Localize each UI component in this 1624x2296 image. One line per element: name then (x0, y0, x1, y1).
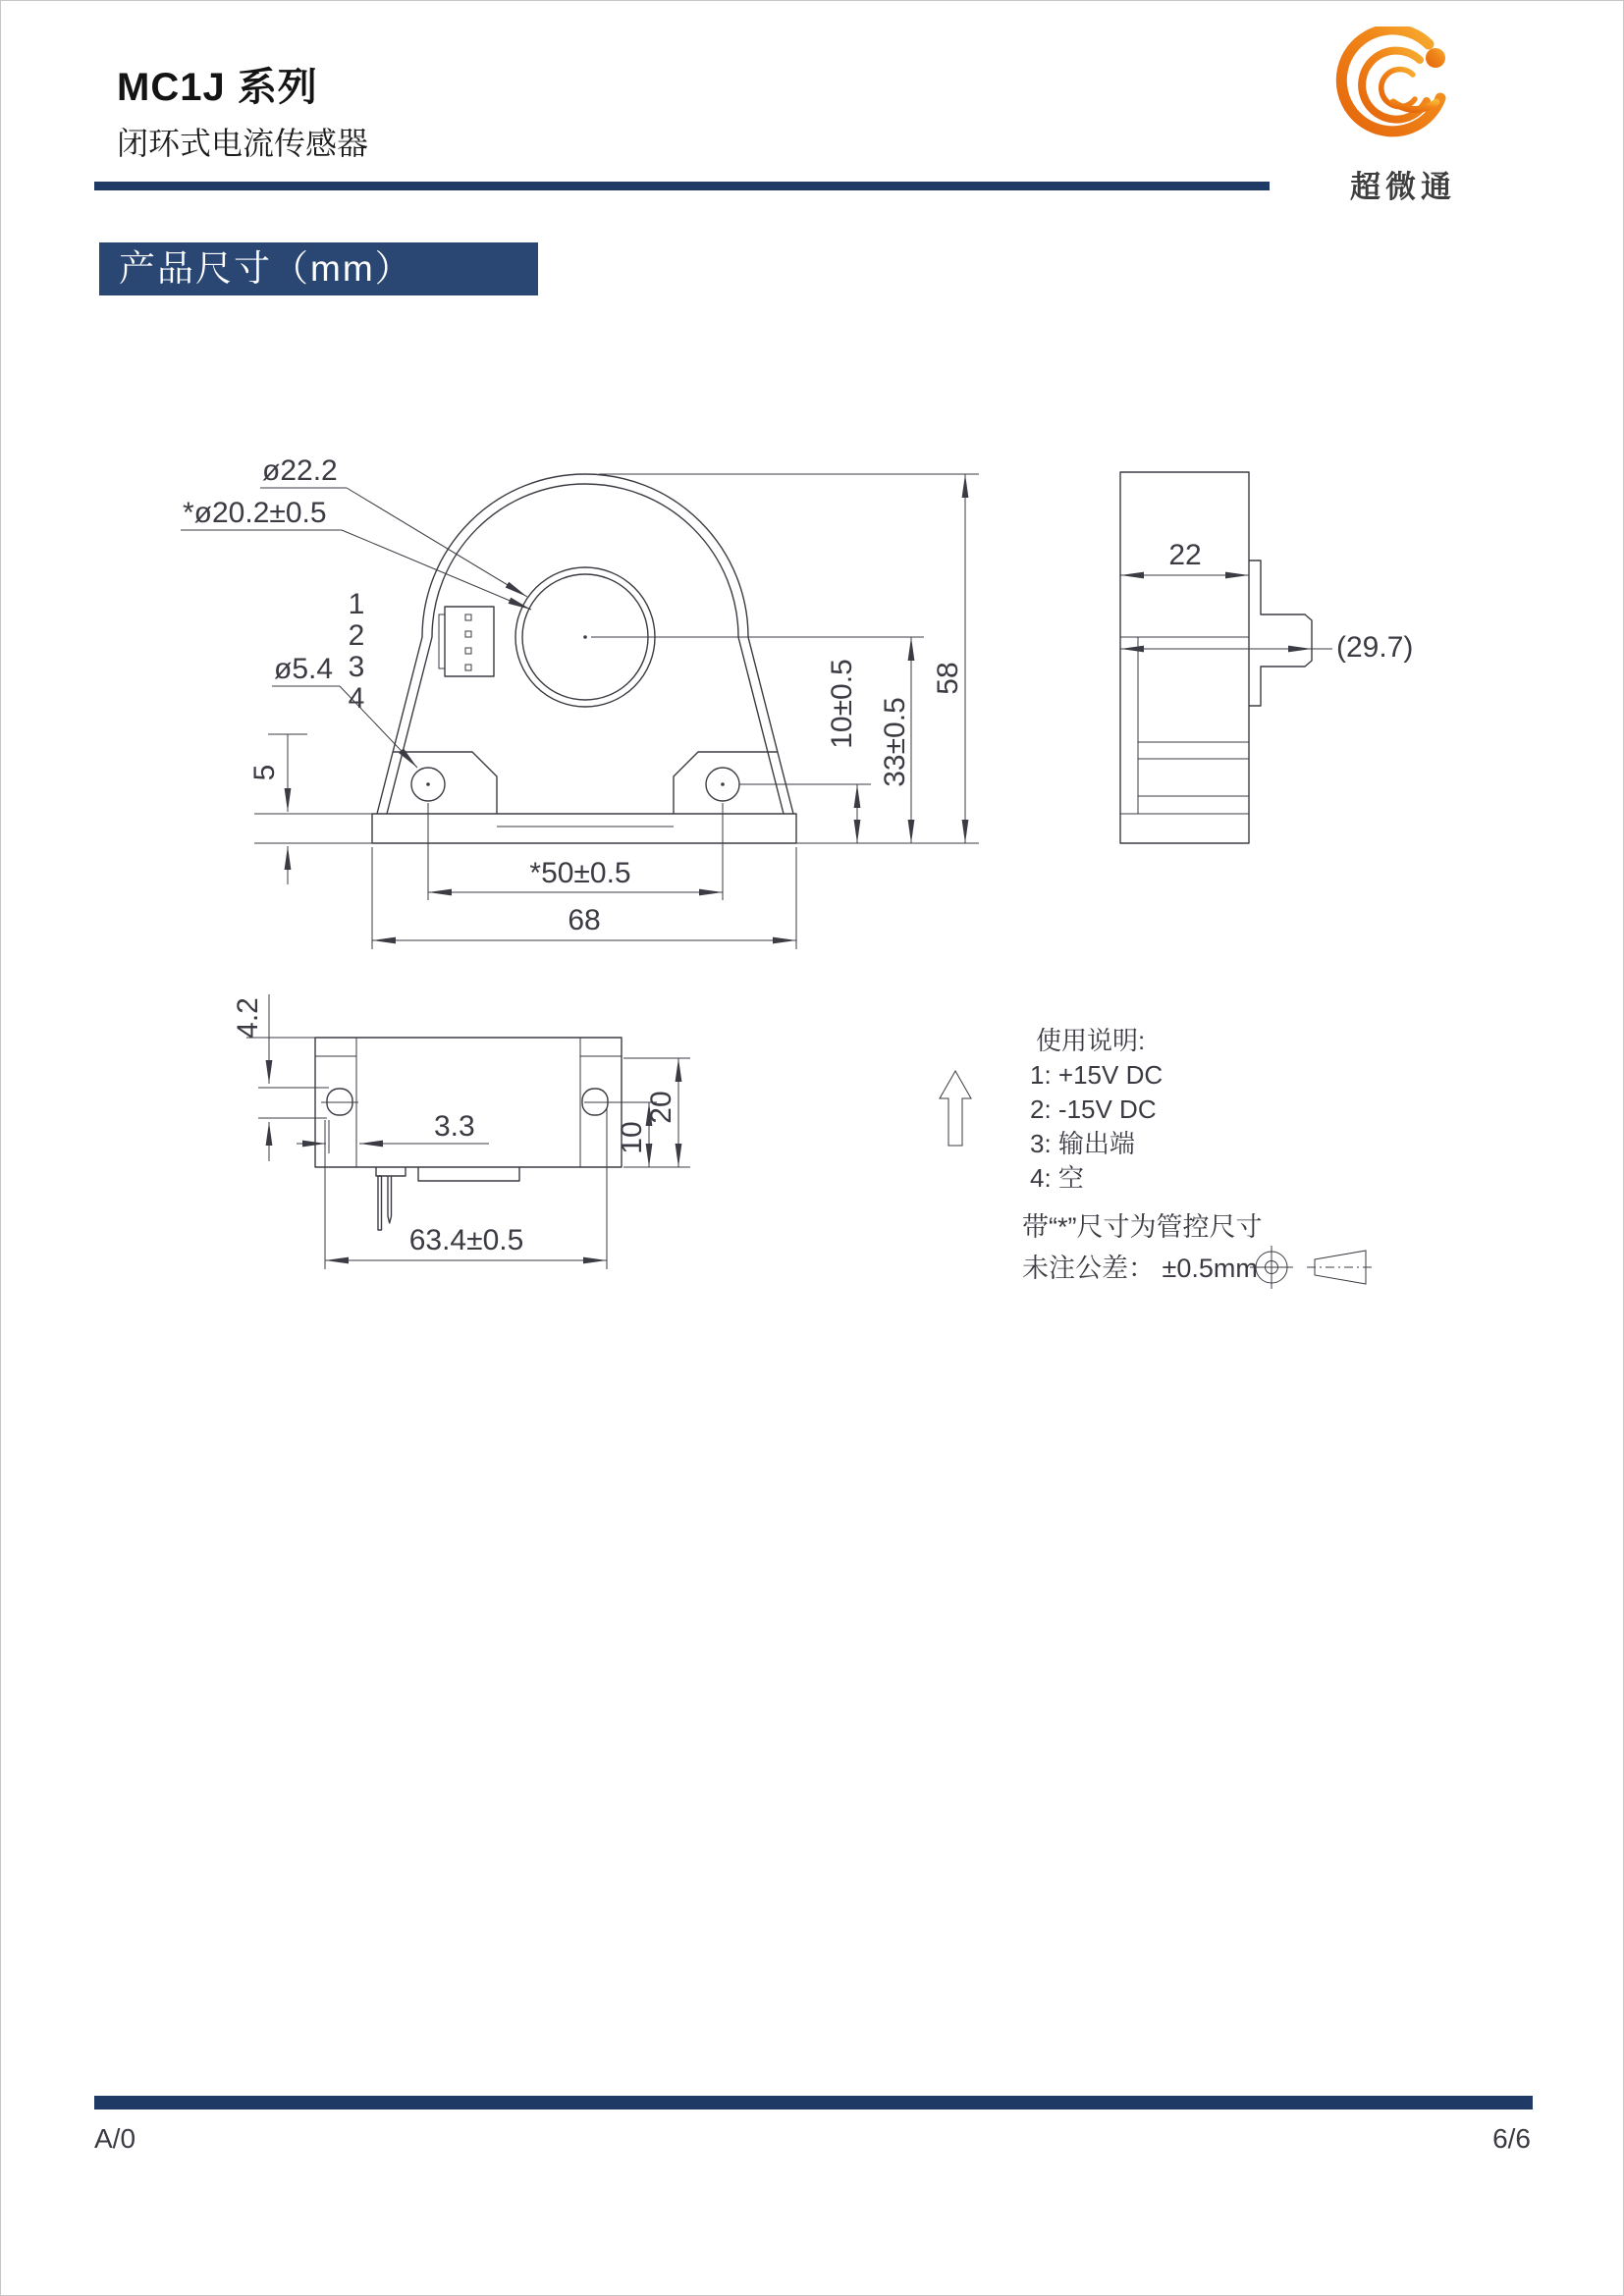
current-direction-arrow-icon (940, 1071, 971, 1146)
dim-slot: 3.3 (434, 1110, 475, 1143)
star-dimension-note: 带“*”尺寸为管控尺寸 (1022, 1212, 1263, 1242)
bottom-view (232, 994, 690, 1269)
dim-mount-to-base: 10±0.5 (826, 659, 858, 749)
page-subtitle: 闭环式电流传感器 (117, 126, 369, 161)
dim-base-thickness: 5 (248, 764, 281, 781)
pin-connector (439, 607, 494, 676)
dim-total-depth: (29.7) (1336, 631, 1414, 664)
dim-mount-hole: ø5.4 (274, 653, 334, 685)
front-view (181, 454, 979, 949)
dim-center-to-base: 33±0.5 (879, 697, 911, 787)
footer-divider (94, 2096, 1533, 2109)
usage-item-3: 3: 输出端 (1030, 1129, 1135, 1158)
section-banner: 产品尺寸（mm） (99, 242, 538, 295)
pin-label-3: 3 (348, 651, 365, 683)
page-title: MC1J 系列 (117, 66, 318, 109)
side-connector-tab (1249, 561, 1312, 706)
dim-height: 58 (932, 662, 964, 695)
dim-top: 4.2 (232, 997, 264, 1039)
pin-label-4: 4 (348, 682, 365, 715)
usage-item-4: 4: 空 (1030, 1163, 1084, 1193)
projection-symbol-icon (1250, 1246, 1374, 1289)
dim-height-bottom: 20 (645, 1091, 677, 1124)
dim-length: 63.4±0.5 (408, 1224, 524, 1256)
dim-slot-height: 10 (616, 1121, 648, 1154)
dim-depth: 22 (1168, 539, 1202, 571)
page-number: 6/6 (1492, 2123, 1531, 2154)
usage-item-1: 1: +15V DC (1030, 1060, 1164, 1090)
usage-notes (1022, 1024, 1263, 1289)
revision-label: A/0 (94, 2123, 136, 2154)
dim-width: 68 (568, 904, 601, 936)
dimension-drawing (1, 1, 1624, 2296)
pin-label-1: 1 (348, 588, 365, 620)
pin-label-2: 2 (348, 619, 365, 652)
dim-hole-inner: *ø20.2±0.5 (183, 497, 327, 529)
side-view (1120, 472, 1413, 843)
usage-notes-title: 使用说明: (1036, 1026, 1146, 1055)
tolerance-note: 未注公差： ±0.5mm (1022, 1254, 1258, 1283)
dim-hole-spacing: *50±0.5 (529, 857, 631, 889)
logo-text: 超微通 (1350, 170, 1456, 204)
dim-hole-outer: ø22.2 (262, 454, 338, 487)
usage-item-2: 2: -15V DC (1030, 1095, 1157, 1124)
